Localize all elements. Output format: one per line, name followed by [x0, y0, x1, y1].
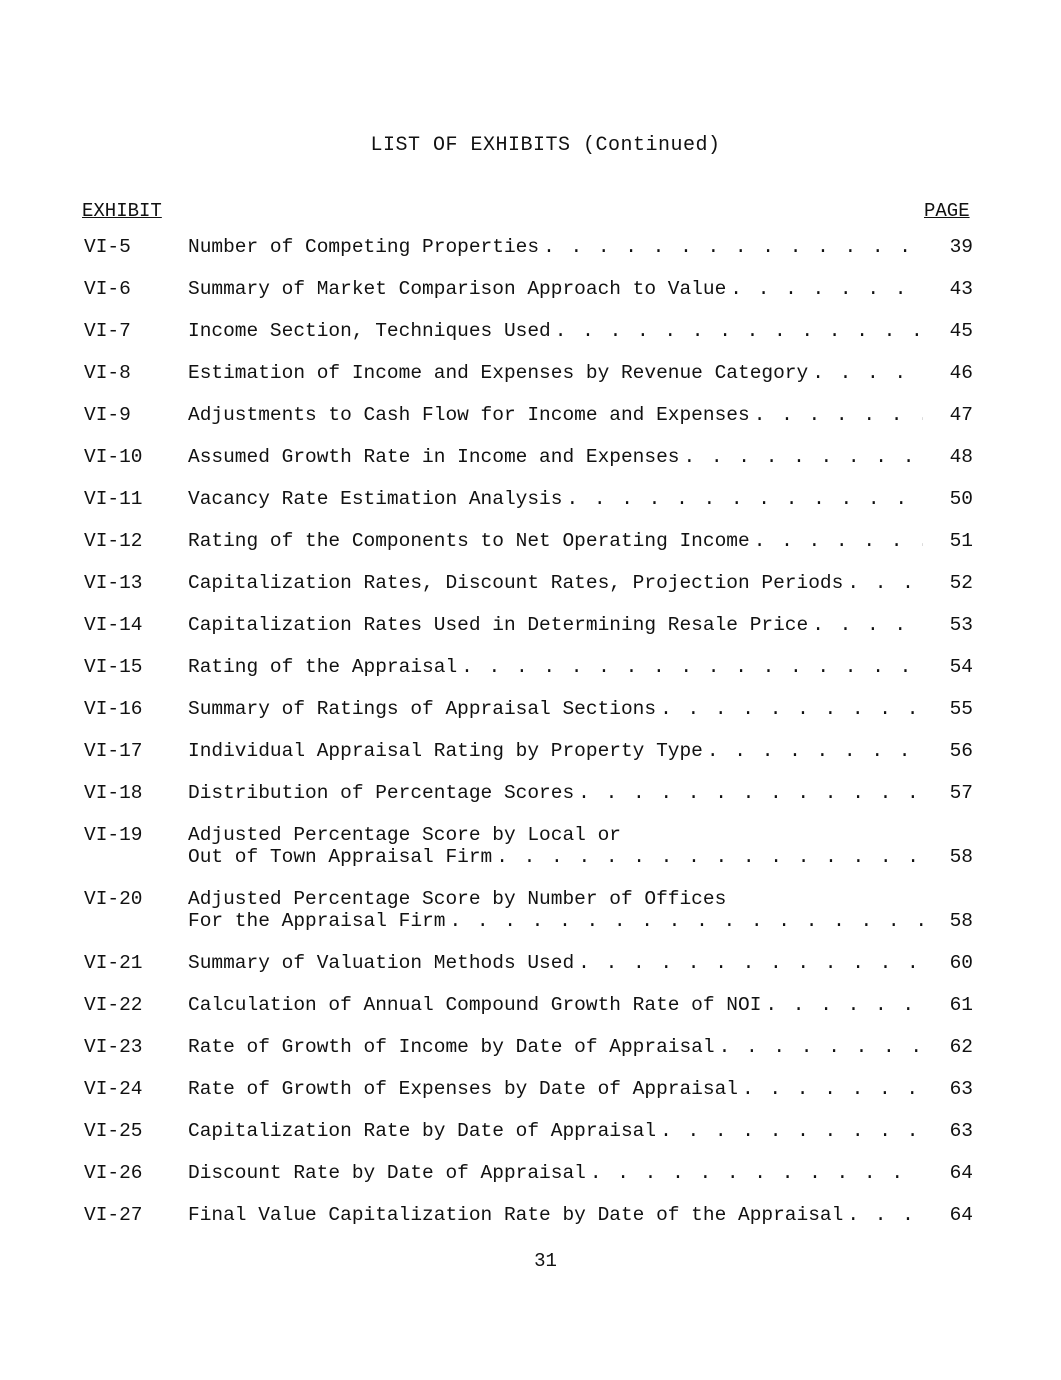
exhibit-number: VI-6	[84, 278, 131, 300]
exhibit-number: VI-8	[84, 362, 131, 384]
exhibit-row	[84, 278, 984, 300]
dot-leader	[808, 614, 923, 636]
page-reference: 56	[949, 740, 973, 762]
exhibit-title-block	[188, 278, 923, 300]
exhibit-number: VI-26	[84, 1162, 143, 1184]
exhibit-title-block	[188, 236, 923, 258]
exhibit-title: Final Value Capitalization Rate by Date of the Appraisal	[188, 1204, 844, 1226]
exhibit-title-block	[188, 530, 923, 552]
exhibit-row	[84, 446, 984, 468]
exhibit-number: VI-16	[84, 698, 143, 720]
exhibit-title: Summary of Valuation Methods Used	[188, 952, 575, 974]
exhibit-title: Adjusted Percentage Score by Local or	[188, 824, 621, 846]
exhibit-title-block	[188, 1078, 923, 1100]
exhibit-title: Summary of Ratings of Appraisal Sections	[188, 698, 657, 720]
page-title: LIST OF EXHIBITS (Continued)	[370, 134, 721, 157]
exhibit-title: Income Section, Techniques Used	[188, 320, 551, 342]
exhibit-title-block	[188, 888, 923, 932]
exhibit-title-block	[188, 1162, 923, 1184]
exhibit-row	[84, 404, 984, 426]
exhibit-row	[84, 698, 984, 720]
exhibit-title-block	[188, 1204, 923, 1226]
exhibit-row	[84, 782, 984, 804]
exhibit-title-block	[188, 1120, 923, 1142]
exhibit-number: VI-9	[84, 404, 131, 426]
exhibit-number: VI-19	[84, 824, 143, 846]
page-reference: 50	[949, 488, 973, 510]
exhibit-title: Summary of Market Comparison Approach to Value	[188, 278, 727, 300]
exhibit-row	[84, 1204, 984, 1226]
exhibit-row	[84, 952, 984, 974]
dot-leader	[715, 1036, 923, 1058]
exhibit-number: VI-7	[84, 320, 131, 342]
exhibit-title: Number of Competing Properties	[188, 236, 540, 258]
exhibit-number: VI-23	[84, 1036, 143, 1058]
exhibit-title-block	[188, 656, 923, 678]
page-reference: 52	[949, 572, 973, 594]
exhibit-title-block	[188, 320, 923, 342]
dot-leader	[656, 1120, 923, 1142]
exhibit-column-heading: EXHIBIT	[82, 200, 162, 222]
exhibit-row	[84, 656, 984, 678]
exhibit-title: Capitalization Rates, Discount Rates, Projection Periods	[188, 572, 844, 594]
dot-leader	[750, 530, 923, 552]
dot-leader	[843, 1204, 923, 1226]
page-number: 31	[534, 1250, 557, 1272]
exhibit-row	[84, 740, 984, 762]
exhibit-number: VI-5	[84, 236, 131, 258]
exhibit-row	[84, 994, 984, 1016]
page-reference: 53	[949, 614, 973, 636]
dot-leader	[750, 404, 923, 426]
dot-leader	[656, 698, 923, 720]
exhibit-row	[84, 320, 984, 342]
page-reference: 63	[949, 1078, 973, 1100]
exhibit-number: VI-10	[84, 446, 143, 468]
page-reference: 61	[949, 994, 973, 1016]
exhibit-title: Assumed Growth Rate in Income and Expenses	[188, 446, 680, 468]
exhibit-title: Vacancy Rate Estimation Analysis	[188, 488, 563, 510]
exhibit-row	[84, 488, 984, 510]
dot-leader	[551, 320, 923, 342]
exhibit-number: VI-13	[84, 572, 143, 594]
exhibit-number: VI-15	[84, 656, 143, 678]
exhibit-row	[84, 530, 984, 552]
page-reference: 63	[949, 1120, 973, 1142]
exhibit-title-block	[188, 994, 923, 1016]
dot-leader	[843, 572, 923, 594]
exhibit-title-block	[188, 362, 923, 384]
dot-leader	[574, 782, 923, 804]
exhibit-number: VI-20	[84, 888, 143, 910]
exhibit-number: VI-14	[84, 614, 143, 636]
exhibit-row	[84, 362, 984, 384]
exhibit-title: Capitalization Rates Used in Determining Resale Price	[188, 614, 809, 636]
exhibit-row	[84, 236, 984, 258]
exhibit-title: Capitalization Rate by Date of Appraisal	[188, 1120, 657, 1142]
page-reference: 47	[949, 404, 973, 426]
exhibit-title: Rating of the Components to Net Operating Income	[188, 530, 750, 552]
dot-leader	[703, 740, 923, 762]
exhibit-title-block	[188, 614, 923, 636]
dot-leader	[679, 446, 923, 468]
page-reference: 62	[949, 1036, 973, 1058]
exhibit-title-block	[188, 404, 923, 426]
exhibit-title-continued: Out of Town Appraisal Firm	[188, 846, 493, 868]
page-column-heading: PAGE	[924, 200, 970, 222]
exhibit-row	[84, 572, 984, 594]
exhibit-title-block	[188, 952, 923, 974]
exhibit-title: Distribution of Percentage Scores	[188, 782, 575, 804]
exhibit-number: VI-27	[84, 1204, 143, 1226]
dot-leader	[574, 952, 923, 974]
exhibit-title-block	[188, 446, 923, 468]
exhibit-title: Rate of Growth of Income by Date of Appraisal	[188, 1036, 715, 1058]
exhibit-row	[84, 614, 984, 636]
exhibit-number: VI-25	[84, 1120, 143, 1142]
exhibit-title-block	[188, 782, 923, 804]
dot-leader	[539, 236, 923, 258]
dot-leader	[445, 910, 923, 932]
exhibit-title-continued: For the Appraisal Firm	[188, 910, 446, 932]
exhibit-title-block	[188, 572, 923, 594]
exhibit-row	[84, 824, 984, 868]
dot-leader	[457, 656, 923, 678]
dot-leader	[586, 1162, 923, 1184]
exhibit-number: VI-21	[84, 952, 143, 974]
page-reference: 58	[949, 846, 973, 868]
exhibit-title-block	[188, 824, 923, 868]
page-reference: 64	[949, 1204, 973, 1226]
page-reference: 55	[949, 698, 973, 720]
exhibit-title: Calculation of Annual Compound Growth Rate of NOI	[188, 994, 762, 1016]
exhibit-list	[84, 236, 984, 1246]
exhibit-title: Estimation of Income and Expenses by Revenue Category	[188, 362, 809, 384]
exhibit-number: VI-17	[84, 740, 143, 762]
dot-leader	[761, 994, 923, 1016]
page-reference: 54	[949, 656, 973, 678]
exhibit-row	[84, 888, 984, 932]
dot-leader	[726, 278, 923, 300]
page-reference: 64	[949, 1162, 973, 1184]
page-reference: 48	[949, 446, 973, 468]
exhibit-title-block	[188, 488, 923, 510]
exhibit-title: Rating of the Appraisal	[188, 656, 458, 678]
exhibit-row	[84, 1036, 984, 1058]
page-reference: 57	[949, 782, 973, 804]
exhibit-row	[84, 1078, 984, 1100]
exhibit-number: VI-11	[84, 488, 143, 510]
exhibit-title-block	[188, 1036, 923, 1058]
exhibit-title: Adjusted Percentage Score by Number of Offices	[188, 888, 727, 910]
page-reference: 46	[949, 362, 973, 384]
dot-leader	[492, 846, 923, 868]
exhibit-title: Rate of Growth of Expenses by Date of Appraisal	[188, 1078, 738, 1100]
exhibit-title: Adjustments to Cash Flow for Income and Expenses	[188, 404, 750, 426]
exhibit-title: Individual Appraisal Rating by Property Type	[188, 740, 703, 762]
page-reference: 60	[949, 952, 973, 974]
dot-leader	[808, 362, 923, 384]
exhibit-title-block	[188, 698, 923, 720]
exhibit-title: Discount Rate by Date of Appraisal	[188, 1162, 586, 1184]
dot-leader	[738, 1078, 923, 1100]
exhibit-number: VI-18	[84, 782, 143, 804]
exhibit-number: VI-12	[84, 530, 143, 552]
dot-leader	[562, 488, 923, 510]
page-reference: 58	[949, 910, 973, 932]
exhibit-number: VI-22	[84, 994, 143, 1016]
page-reference: 43	[949, 278, 973, 300]
exhibit-row	[84, 1120, 984, 1142]
exhibit-title-block	[188, 740, 923, 762]
exhibit-row	[84, 1162, 984, 1184]
page-reference: 45	[949, 320, 973, 342]
exhibit-number: VI-24	[84, 1078, 143, 1100]
page-reference: 39	[949, 236, 973, 258]
page-reference: 51	[949, 530, 973, 552]
